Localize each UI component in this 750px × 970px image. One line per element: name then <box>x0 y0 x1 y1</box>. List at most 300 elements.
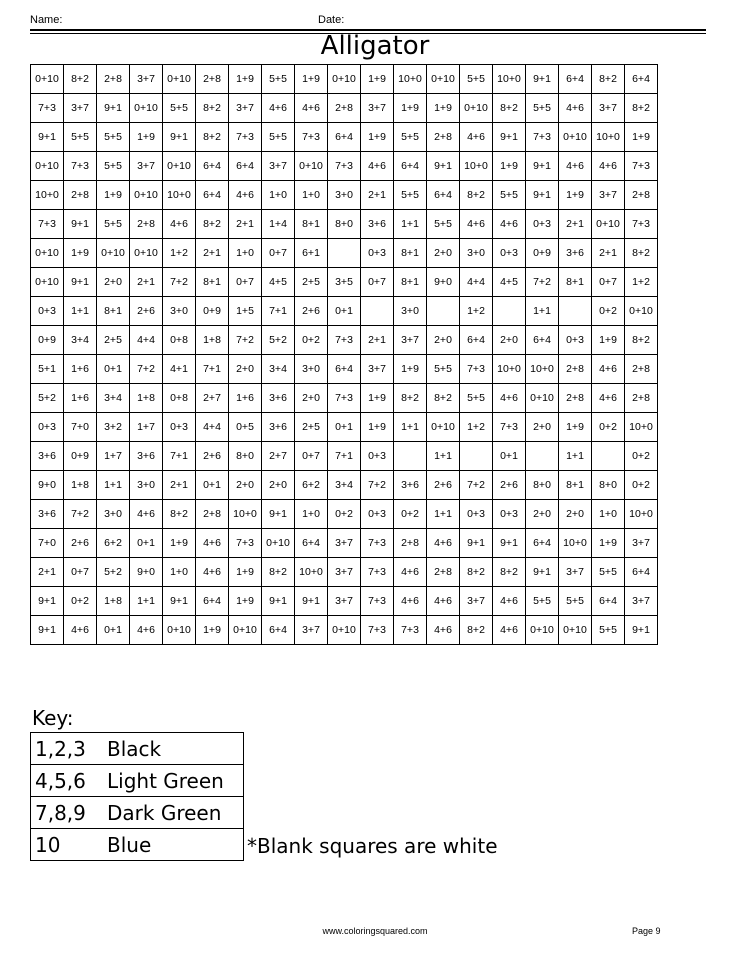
grid-cell: 0+3 <box>460 500 493 529</box>
grid-row <box>31 210 658 239</box>
grid-cell: 3+0 <box>130 471 163 500</box>
grid-row <box>31 413 658 442</box>
grid-cell: 1+9 <box>361 65 394 94</box>
grid-cell: 2+6 <box>196 442 229 471</box>
grid-cell: 0+10 <box>460 94 493 123</box>
grid-cell: 4+6 <box>493 616 526 645</box>
grid-cell: 1+1 <box>394 413 427 442</box>
grid-row <box>31 442 658 471</box>
grid-cell: 0+10 <box>328 65 361 94</box>
name-label: Name: <box>30 14 63 26</box>
grid-cell: 10+0 <box>163 181 196 210</box>
grid-cell: 0+2 <box>394 500 427 529</box>
grid-cell: 6+4 <box>394 152 427 181</box>
grid-cell: 5+5 <box>493 181 526 210</box>
grid-cell: 9+0 <box>427 268 460 297</box>
grid-cell: 4+6 <box>427 587 460 616</box>
grid-cell: 7+1 <box>262 297 295 326</box>
grid-cell: 4+6 <box>460 123 493 152</box>
key-numbers: 7,8,9 <box>35 800 86 825</box>
grid-cell: 6+4 <box>460 326 493 355</box>
grid-cell: 1+9 <box>361 384 394 413</box>
grid-cell: 9+1 <box>163 587 196 616</box>
grid-cell: 2+7 <box>262 442 295 471</box>
grid-cell: 0+2 <box>295 326 328 355</box>
grid-cell: 4+6 <box>361 152 394 181</box>
grid-cell: 3+6 <box>31 500 64 529</box>
grid-cell: 7+3 <box>31 210 64 239</box>
grid-cell: 1+9 <box>229 587 262 616</box>
grid-cell: 8+2 <box>64 65 97 94</box>
grid-cell: 1+9 <box>97 181 130 210</box>
grid-cell: 6+4 <box>526 326 559 355</box>
grid-cell: 2+0 <box>526 413 559 442</box>
grid-cell: 0+7 <box>262 239 295 268</box>
grid-cell: 0+1 <box>328 297 361 326</box>
color-key <box>30 732 244 861</box>
grid-cell: 1+0 <box>592 500 625 529</box>
grid-cell: 4+6 <box>460 210 493 239</box>
key-cell <box>31 797 244 829</box>
grid-row <box>31 355 658 384</box>
grid-cell: 1+5 <box>229 297 262 326</box>
grid-cell: 0+9 <box>31 326 64 355</box>
key-numbers: 1,2,3 <box>35 736 86 761</box>
grid-cell: 1+9 <box>625 123 658 152</box>
grid-cell: 8+2 <box>163 500 196 529</box>
grid-cell: 1+8 <box>130 384 163 413</box>
grid-row <box>31 152 658 181</box>
grid-cell: 1+6 <box>64 355 97 384</box>
grid-cell: 1+6 <box>229 384 262 413</box>
grid-row <box>31 181 658 210</box>
grid-cell: 1+2 <box>460 413 493 442</box>
grid-cell: 3+7 <box>592 94 625 123</box>
grid-cell: 7+0 <box>31 529 64 558</box>
grid-cell: 1+9 <box>229 558 262 587</box>
grid-cell: 3+0 <box>163 297 196 326</box>
grid-cell: 4+6 <box>295 94 328 123</box>
page-number: Page 9 <box>632 926 661 936</box>
grid-cell: 2+8 <box>97 65 130 94</box>
grid-cell: 7+3 <box>361 558 394 587</box>
grid-cell: 1+9 <box>394 355 427 384</box>
grid-cell: 2+8 <box>130 210 163 239</box>
grid-cell: 5+5 <box>592 558 625 587</box>
grid-cell: 2+8 <box>196 500 229 529</box>
grid-cell: 7+3 <box>328 152 361 181</box>
grid-cell: 3+7 <box>130 65 163 94</box>
grid-cell: 9+1 <box>460 529 493 558</box>
grid-cell <box>493 297 526 326</box>
grid-cell: 8+2 <box>460 616 493 645</box>
grid-cell: 0+7 <box>229 268 262 297</box>
grid-cell: 0+10 <box>163 65 196 94</box>
grid-cell: 7+3 <box>625 152 658 181</box>
grid-cell: 4+6 <box>592 384 625 413</box>
grid-cell: 8+2 <box>460 181 493 210</box>
grid-cell: 8+2 <box>262 558 295 587</box>
grid-cell: 9+1 <box>295 587 328 616</box>
grid-cell: 6+4 <box>592 587 625 616</box>
grid-cell: 1+1 <box>427 500 460 529</box>
grid-cell: 7+3 <box>361 587 394 616</box>
grid-row <box>31 268 658 297</box>
grid-cell: 10+0 <box>460 152 493 181</box>
grid-cell: 0+7 <box>592 268 625 297</box>
grid-cell: 7+0 <box>64 413 97 442</box>
grid-cell: 9+1 <box>97 94 130 123</box>
grid-cell: 7+3 <box>493 413 526 442</box>
grid-cell: 6+4 <box>229 152 262 181</box>
grid-cell: 4+4 <box>130 326 163 355</box>
grid-cell: 1+0 <box>295 500 328 529</box>
grid-cell: 2+0 <box>229 355 262 384</box>
grid-cell: 5+2 <box>97 558 130 587</box>
key-color: Black <box>107 736 162 761</box>
grid-cell: 3+7 <box>625 587 658 616</box>
grid-cell: 0+8 <box>163 384 196 413</box>
grid-cell: 2+8 <box>625 384 658 413</box>
grid-cell: 1+9 <box>295 65 328 94</box>
grid-cell: 6+4 <box>625 65 658 94</box>
grid-cell: 2+1 <box>361 181 394 210</box>
grid-cell: 0+1 <box>196 471 229 500</box>
grid-cell: 8+2 <box>196 94 229 123</box>
grid-cell: 0+3 <box>361 442 394 471</box>
key-cell <box>31 829 244 861</box>
grid-cell: 0+10 <box>229 616 262 645</box>
grid-cell: 1+9 <box>64 239 97 268</box>
grid-row <box>31 529 658 558</box>
grid-cell: 7+2 <box>361 471 394 500</box>
grid-cell: 6+4 <box>328 123 361 152</box>
grid-cell: 4+5 <box>493 268 526 297</box>
grid-cell: 1+9 <box>361 413 394 442</box>
grid-cell: 0+10 <box>130 239 163 268</box>
grid-cell: 1+9 <box>229 65 262 94</box>
grid-cell: 2+0 <box>262 471 295 500</box>
grid-cell: 8+2 <box>493 94 526 123</box>
grid-cell: 5+5 <box>460 384 493 413</box>
grid-cell: 1+1 <box>97 471 130 500</box>
grid-cell: 6+4 <box>625 558 658 587</box>
date-label: Date: <box>318 14 345 26</box>
grid-cell: 3+5 <box>328 268 361 297</box>
key-color: Dark Green <box>107 800 222 825</box>
grid-cell: 6+2 <box>97 529 130 558</box>
grid-cell: 5+5 <box>394 123 427 152</box>
grid-cell: 3+6 <box>361 210 394 239</box>
grid-cell: 4+6 <box>592 152 625 181</box>
grid-cell: 8+1 <box>394 239 427 268</box>
grid-cell: 9+1 <box>64 268 97 297</box>
grid-cell: 9+1 <box>31 587 64 616</box>
grid-cell: 3+6 <box>394 471 427 500</box>
grid-cell: 1+2 <box>625 268 658 297</box>
grid-cell: 5+5 <box>460 65 493 94</box>
grid-cell: 0+2 <box>64 587 97 616</box>
grid-cell: 4+6 <box>394 558 427 587</box>
grid-cell: 8+1 <box>196 268 229 297</box>
grid-cell: 9+1 <box>526 181 559 210</box>
grid-cell: 1+6 <box>64 384 97 413</box>
grid-cell: 2+6 <box>493 471 526 500</box>
grid-cell: 0+1 <box>97 355 130 384</box>
grid-cell: 0+10 <box>163 152 196 181</box>
grid-cell: 1+9 <box>394 94 427 123</box>
grid-cell: 3+4 <box>328 471 361 500</box>
grid-cell: 9+1 <box>493 529 526 558</box>
grid-cell: 1+1 <box>64 297 97 326</box>
grid-cell: 5+2 <box>31 384 64 413</box>
grid-cell: 3+2 <box>97 413 130 442</box>
grid-cell: 4+6 <box>130 500 163 529</box>
grid-cell: 4+4 <box>196 413 229 442</box>
grid-cell: 10+0 <box>625 413 658 442</box>
grid-cell: 2+1 <box>361 326 394 355</box>
grid-cell: 5+5 <box>394 181 427 210</box>
grid-cell: 5+5 <box>97 152 130 181</box>
grid-cell: 9+1 <box>64 210 97 239</box>
grid-cell: 9+1 <box>262 587 295 616</box>
grid-cell: 5+1 <box>31 355 64 384</box>
grid-cell: 7+2 <box>229 326 262 355</box>
grid-cell: 2+1 <box>196 239 229 268</box>
key-row <box>31 797 244 829</box>
grid-cell: 4+6 <box>394 587 427 616</box>
grid-cell: 7+3 <box>361 529 394 558</box>
grid-cell: 5+5 <box>592 616 625 645</box>
grid-cell: 1+1 <box>559 442 592 471</box>
page-title: Alligator <box>320 31 430 61</box>
grid-row <box>31 587 658 616</box>
grid-cell: 8+2 <box>460 558 493 587</box>
grid-cell: 4+6 <box>559 152 592 181</box>
grid-cell: 0+9 <box>64 442 97 471</box>
grid-cell: 8+2 <box>592 65 625 94</box>
grid-cell: 3+7 <box>130 152 163 181</box>
grid-cell: 0+2 <box>625 442 658 471</box>
grid-cell: 4+6 <box>559 94 592 123</box>
grid-cell: 3+4 <box>262 355 295 384</box>
grid-cell: 1+8 <box>64 471 97 500</box>
grid-cell: 0+10 <box>262 529 295 558</box>
grid-cell: 5+5 <box>97 123 130 152</box>
grid-cell: 2+0 <box>526 500 559 529</box>
grid-cell: 2+8 <box>394 529 427 558</box>
grid-cell: 3+7 <box>328 558 361 587</box>
grid-cell: 1+9 <box>361 123 394 152</box>
grid-row <box>31 297 658 326</box>
grid-cell: 4+4 <box>460 268 493 297</box>
grid-cell <box>328 239 361 268</box>
grid-cell: 7+3 <box>31 94 64 123</box>
grid-cell <box>394 442 427 471</box>
grid-cell: 7+2 <box>460 471 493 500</box>
grid-cell: 1+9 <box>592 529 625 558</box>
grid-cell: 10+0 <box>526 355 559 384</box>
grid-cell: 2+5 <box>97 326 130 355</box>
grid-cell: 3+7 <box>328 587 361 616</box>
grid-cell: 0+7 <box>361 268 394 297</box>
grid-row <box>31 326 658 355</box>
grid-cell: 1+1 <box>130 587 163 616</box>
grid-cell: 3+4 <box>64 326 97 355</box>
grid-cell: 0+10 <box>526 616 559 645</box>
grid-cell: 8+2 <box>625 239 658 268</box>
grid-cell: 2+8 <box>625 355 658 384</box>
grid-cell: 2+6 <box>64 529 97 558</box>
grid-cell: 8+2 <box>493 558 526 587</box>
grid-cell: 5+5 <box>526 587 559 616</box>
grid-cell: 2+8 <box>427 558 460 587</box>
grid-cell: 2+6 <box>427 471 460 500</box>
grid-cell: 3+7 <box>229 94 262 123</box>
grid-cell: 1+7 <box>97 442 130 471</box>
grid-row <box>31 123 658 152</box>
grid-cell: 3+6 <box>262 413 295 442</box>
grid-cell: 0+5 <box>229 413 262 442</box>
grid-cell: 2+8 <box>328 94 361 123</box>
grid-cell: 10+0 <box>394 65 427 94</box>
grid-cell: 1+9 <box>559 181 592 210</box>
grid-cell: 1+0 <box>295 181 328 210</box>
grid-cell: 0+10 <box>427 413 460 442</box>
grid-cell: 0+7 <box>295 442 328 471</box>
grid-cell: 0+2 <box>328 500 361 529</box>
grid-row <box>31 239 658 268</box>
grid-cell: 9+0 <box>31 471 64 500</box>
grid-cell: 1+9 <box>427 94 460 123</box>
grid-cell: 9+1 <box>526 558 559 587</box>
grid-cell: 0+2 <box>592 297 625 326</box>
grid-cell: 1+9 <box>493 152 526 181</box>
grid-row <box>31 384 658 413</box>
grid-cell: 5+5 <box>64 123 97 152</box>
grid-cell: 2+0 <box>97 268 130 297</box>
grid-cell: 2+8 <box>427 123 460 152</box>
grid-cell: 9+1 <box>526 152 559 181</box>
grid-cell: 2+0 <box>427 239 460 268</box>
grid-cell: 0+10 <box>130 94 163 123</box>
grid-cell: 1+0 <box>229 239 262 268</box>
grid-cell: 0+9 <box>196 297 229 326</box>
grid-cell: 7+3 <box>64 152 97 181</box>
grid-cell: 3+7 <box>361 94 394 123</box>
grid-cell: 8+2 <box>427 384 460 413</box>
grid-cell: 8+0 <box>229 442 262 471</box>
grid-row <box>31 94 658 123</box>
grid-cell: 4+6 <box>427 616 460 645</box>
grid-cell: 3+0 <box>460 239 493 268</box>
grid-cell: 1+7 <box>130 413 163 442</box>
grid-cell: 0+10 <box>31 152 64 181</box>
grid-cell <box>559 297 592 326</box>
grid-cell: 8+1 <box>559 268 592 297</box>
grid-cell: 7+3 <box>394 616 427 645</box>
grid-cell: 4+6 <box>262 94 295 123</box>
grid-cell: 10+0 <box>592 123 625 152</box>
key-cell <box>31 733 244 765</box>
grid-cell: 0+3 <box>361 500 394 529</box>
grid-cell: 3+0 <box>394 297 427 326</box>
grid-cell: 10+0 <box>493 65 526 94</box>
grid-cell: 4+6 <box>592 355 625 384</box>
grid-cell: 8+0 <box>592 471 625 500</box>
grid-cell: 0+10 <box>31 268 64 297</box>
grid-cell: 2+0 <box>493 326 526 355</box>
grid-cell: 6+4 <box>196 152 229 181</box>
grid-cell: 3+6 <box>262 384 295 413</box>
grid-cell <box>361 297 394 326</box>
grid-cell: 7+3 <box>328 384 361 413</box>
grid-cell: 6+4 <box>295 529 328 558</box>
grid-row <box>31 471 658 500</box>
grid-cell: 0+10 <box>625 297 658 326</box>
grid-cell: 3+7 <box>559 558 592 587</box>
key-numbers: 10 <box>35 832 61 857</box>
grid-cell: 2+1 <box>592 239 625 268</box>
grid-cell: 7+3 <box>328 326 361 355</box>
grid-cell: 0+3 <box>31 413 64 442</box>
grid-cell: 4+6 <box>493 210 526 239</box>
grid-cell: 3+7 <box>262 152 295 181</box>
grid-cell <box>592 442 625 471</box>
grid-cell: 5+5 <box>163 94 196 123</box>
grid-cell: 2+1 <box>130 268 163 297</box>
grid-cell: 6+4 <box>262 616 295 645</box>
grid-cell <box>460 442 493 471</box>
grid-cell: 0+2 <box>625 471 658 500</box>
grid-cell: 0+8 <box>163 326 196 355</box>
grid-cell: 0+10 <box>559 123 592 152</box>
grid-cell: 1+2 <box>460 297 493 326</box>
grid-cell: 0+3 <box>559 326 592 355</box>
grid-cell: 9+0 <box>130 558 163 587</box>
grid-cell: 10+0 <box>625 500 658 529</box>
grid-cell: 0+1 <box>493 442 526 471</box>
grid-cell: 8+1 <box>295 210 328 239</box>
grid-cell: 3+6 <box>130 442 163 471</box>
grid-cell: 3+4 <box>97 384 130 413</box>
grid-cell: 4+6 <box>427 529 460 558</box>
grid-cell: 5+5 <box>97 210 130 239</box>
grid-cell: 4+6 <box>196 558 229 587</box>
grid-cell: 0+10 <box>328 616 361 645</box>
grid-cell: 7+1 <box>196 355 229 384</box>
grid-cell: 5+5 <box>526 94 559 123</box>
grid-cell: 8+2 <box>196 210 229 239</box>
grid-cell: 2+5 <box>295 413 328 442</box>
key-label: Key: <box>32 706 74 730</box>
grid-cell: 3+7 <box>592 181 625 210</box>
grid-cell: 0+10 <box>163 616 196 645</box>
grid-cell: 0+3 <box>163 413 196 442</box>
grid-cell: 7+2 <box>130 355 163 384</box>
grid-cell: 1+8 <box>196 326 229 355</box>
grid-cell: 1+2 <box>163 239 196 268</box>
grid-cell: 4+5 <box>262 268 295 297</box>
grid-cell: 10+0 <box>295 558 328 587</box>
grid-cell: 2+0 <box>295 384 328 413</box>
grid-cell: 1+9 <box>592 326 625 355</box>
grid-cell: 2+0 <box>427 326 460 355</box>
grid-cell: 0+10 <box>592 210 625 239</box>
grid-cell: 3+7 <box>64 94 97 123</box>
grid-cell: 7+2 <box>163 268 196 297</box>
grid-row <box>31 558 658 587</box>
